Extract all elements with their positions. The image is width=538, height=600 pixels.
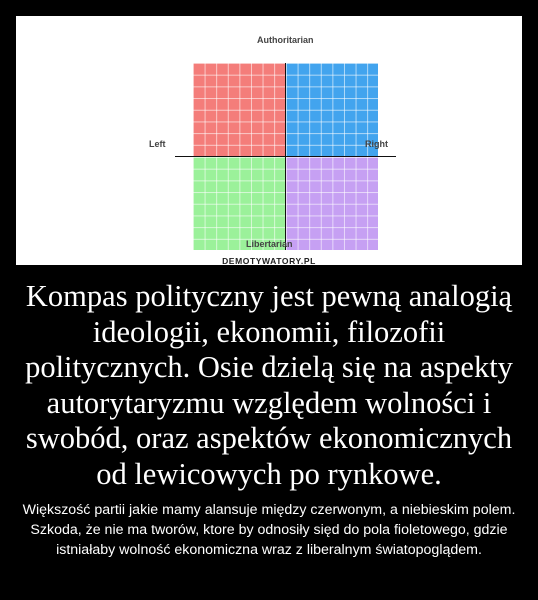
headline: Kompas polityczny jest pewną analogią ideologii, ekonomii, filozofii politycznych. Osie dzielą się na aspekty autorytaryzmu względem wolności i swobód, oraz aspektów ekonomicznych od lewicowych po rynkowe. — [25, 279, 513, 491]
label-left: Left — [149, 139, 166, 149]
label-libertarian: Libertarian — [246, 239, 293, 249]
caption: Większość partii jakie mamy alansuje między czerwonym, a niebieskim polem. Szkoda, że nie ma tworów, ktore by odnosiły sięd do pola fioletowego, gdzie istniałaby wolność ekonomiczna wraz z liberalnym światopoglądem. — [22, 502, 516, 558]
quadrant-libertarian-left — [193, 157, 286, 251]
picture-frame — [16, 16, 522, 265]
watermark: DEMOTYWATORY.PL — [222, 256, 316, 266]
quadrant-authoritarian-left — [193, 63, 286, 157]
quadrant-libertarian-right — [286, 157, 379, 251]
political-compass — [193, 63, 378, 250]
label-right: Right — [365, 139, 388, 149]
label-authoritarian: Authoritarian — [257, 35, 314, 45]
horizontal-axis — [175, 156, 396, 158]
